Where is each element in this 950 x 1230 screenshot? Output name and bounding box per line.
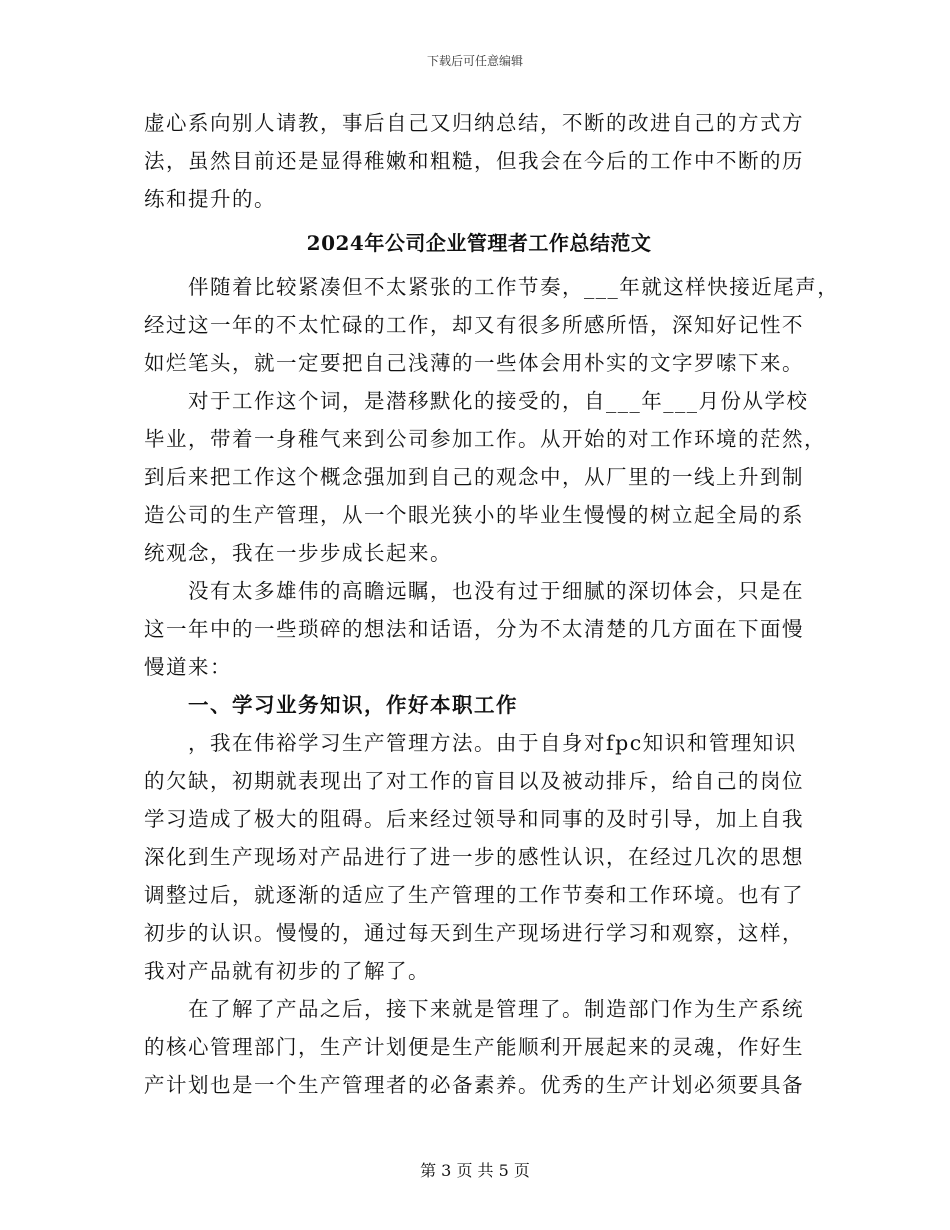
paragraph-reflection	[144, 572, 814, 686]
paragraph-intro	[144, 268, 840, 382]
section-heading: 一、学习业务知识，作好本职工作	[144, 693, 518, 717]
article-title: 2024年公司企业管理者工作总结范文	[306, 231, 652, 255]
text-line: 深化到生产现场对产品进行了进一步的感性认识，在经过几次的思想	[144, 845, 804, 869]
document-body	[144, 104, 840, 1104]
text-line: 慢道来：	[144, 655, 232, 679]
paragraph-work-concept	[144, 382, 826, 572]
text-line: 的欠缺，初期就表现出了对工作的盲目以及被动排斥，给自己的岗位	[144, 769, 804, 793]
text-line: 法，虽然目前还是显得稚嫩和粗糙，但我会在今后的工作中不断的历	[144, 149, 804, 173]
text-line: 到后来把工作这个概念强加到自己的观念中，从厂里的一线上升到制	[144, 465, 804, 489]
text-line: ，我在伟裕学习生产管理方法。由于自身对fpc知识和管理知识	[144, 731, 797, 755]
paragraph-management	[144, 990, 814, 1104]
text-line: 初步的认识。慢慢的，通过每天到生产现场进行学习和观察，这样，	[144, 921, 804, 945]
text-line: 对于工作这个词，是潜移默化的接受的，自___年___月份从学校	[144, 389, 809, 413]
text-line: 如烂笔头，就一定要把自己浅薄的一些体会用朴实的文字罗嗦下来。	[144, 351, 804, 375]
text-line: 这一年中的一些琐碎的想法和话语，分为不太清楚的几方面在下面慢	[144, 617, 804, 641]
text-line: 学习造成了极大的阻碍。后来经过领导和同事的及时引导，加上自我	[144, 807, 804, 831]
text-line: 我对产品就有初步的了解了。	[144, 959, 430, 983]
page-number: 第 3 页 共 5 页	[420, 1161, 530, 1180]
paragraph-continuation	[144, 104, 814, 218]
text-line: 伴随着比较紧凑但不太紧张的工作节奏，___年就这样快接近尾声，	[144, 275, 840, 299]
page-header-note: 下载后可任意编辑	[426, 54, 523, 68]
text-line: 统观念，我在一步步成长起来。	[144, 541, 452, 565]
text-line: 毕业，带着一身稚气来到公司参加工作。从开始的对工作环境的茫然，	[144, 427, 826, 451]
text-line: 没有太多雄伟的高瞻远瞩，也没有过于细腻的深切体会，只是在	[144, 579, 804, 603]
paragraph-learning	[144, 724, 814, 990]
text-line: 虚心系向别人请教，事后自己又归纳总结，不断的改进自己的方式方	[144, 111, 804, 135]
text-line: 经过这一年的不太忙碌的工作，却又有很多所感所悟，深知好记性不	[144, 313, 804, 337]
text-line: 练和提升的。	[144, 187, 276, 211]
text-line: 的核心管理部门，生产计划便是生产能顺利开展起来的灵魂，作好生	[144, 1035, 804, 1059]
text-line: 产计划也是一个生产管理者的必备素养。优秀的生产计划必须要具备	[144, 1073, 804, 1097]
text-line: 在了解了产品之后，接下来就是管理了。制造部门作为生产系统	[144, 997, 804, 1021]
text-line: 造公司的生产管理，从一个眼光狭小的毕业生慢慢的树立起全局的系	[144, 503, 804, 527]
text-line: 调整过后，就逐渐的适应了生产管理的工作节奏和工作环境。也有了	[144, 883, 804, 907]
